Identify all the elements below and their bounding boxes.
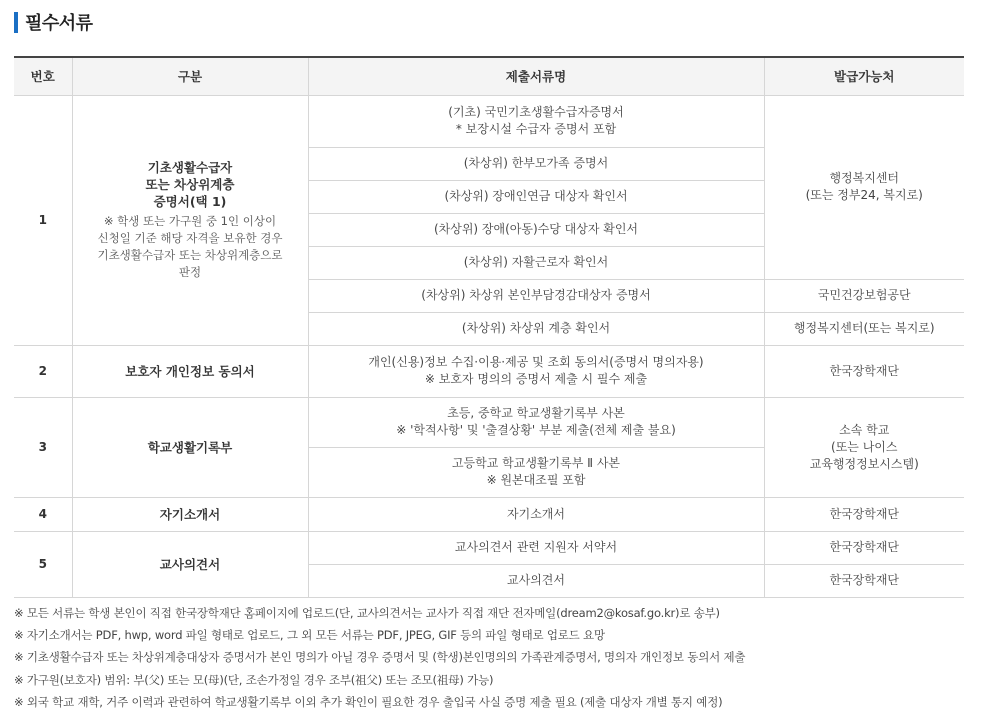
note-item: ※ 외국 학교 재학, 거주 이력과 관련하여 학교생활기록부 이외 추가 확인이 필요한 경우 출입국 사실 증명 제출 필요 (제출 대상자 개별 통지 예정) <box>14 694 723 709</box>
row-number-5: 5 <box>14 531 72 597</box>
category-self-introduction: 자기소개서 <box>72 497 308 531</box>
table-row <box>14 497 964 531</box>
table-row <box>14 345 964 397</box>
issuer-cell: 행정복지센터 (또는 정부24, 복지로) <box>764 95 964 279</box>
row-number-1: 1 <box>14 95 72 345</box>
section-heading <box>14 9 93 35</box>
table-header-row <box>14 57 964 95</box>
issuer-cell: 한국장학재단 <box>764 531 964 564</box>
category-line: 증명서(택 1) <box>153 194 227 209</box>
document-cell: 초등, 중학교 학교생활기록부 사본 ※ '학적사항' 및 '출결상황' 부분 제출(전체 제출 불요) <box>308 397 764 447</box>
category-basic-livelihood <box>72 95 308 345</box>
heading-accent-bar <box>14 12 18 33</box>
table-row <box>14 95 964 147</box>
issuer-cell: 한국장학재단 <box>764 564 964 597</box>
header-document-name: 제출서류명 <box>308 57 764 95</box>
document-cell: (차상위) 한부모가족 증명서 <box>308 147 764 180</box>
row-number-3: 3 <box>14 397 72 497</box>
note-item: ※ 가구원(보호자) 범위: 부(父) 또는 모(母)(단, 조손가정일 경우 조부(祖父) 또는 조모(祖母) 가능) <box>14 672 494 687</box>
document-cell: (차상위) 차상위 본인부담경감대상자 증명서 <box>308 279 764 312</box>
category-line: 또는 차상위계층 <box>145 177 235 192</box>
document-cell: 자기소개서 <box>308 497 764 531</box>
row-number-2: 2 <box>14 345 72 397</box>
header-issuer: 발급가능처 <box>764 57 964 95</box>
table-row <box>14 531 964 564</box>
issuer-cell: 소속 학교 (또는 나이스 교육행정정보시스템) <box>764 397 964 497</box>
issuer-cell: 국민건강보험공단 <box>764 279 964 312</box>
issuer-cell: 행정복지센터(또는 복지로) <box>764 312 964 345</box>
row-number-4: 4 <box>14 497 72 531</box>
document-cell: 고등학교 학교생활기록부 Ⅱ 사본 ※ 원본대조필 포함 <box>308 447 764 497</box>
document-cell: 개인(신용)정보 수집·이용·제공 및 조회 동의서(증명서 명의자용) ※ 보호자 명의의 증명서 제출 시 필수 제출 <box>308 345 764 397</box>
required-documents-table <box>14 56 964 598</box>
category-school-record: 학교생활기록부 <box>72 397 308 497</box>
header-category: 구분 <box>72 57 308 95</box>
document-cell: 교사의견서 관련 지원자 서약서 <box>308 531 764 564</box>
category-line: 기초생활수급자 <box>147 160 233 175</box>
note-item: ※ 모든 서류는 학생 본인이 직접 한국장학재단 홈페이지에 업로드(단, 교사의견서는 교사가 직접 재단 전자메일(dream2@kosaf.go.kr)로 송부) <box>14 606 720 620</box>
document-cell: (차상위) 자활근로자 확인서 <box>308 246 764 279</box>
document-cell: (기초) 국민기초생활수급자증명서 * 보장시설 수급자 증명서 포함 <box>308 95 764 147</box>
notes-list <box>14 602 974 713</box>
table-row <box>14 397 964 447</box>
section-title: 필수서류 <box>25 13 93 34</box>
category-note: ※ 학생 또는 가구원 중 1인 이상이 신청일 기준 해당 자격을 보유한 경우 기초생활수급자 또는 차상위계층으로 판정 <box>97 214 283 279</box>
category-guardian-consent: 보호자 개인정보 동의서 <box>72 345 308 397</box>
document-cell: (차상위) 차상위 계층 확인서 <box>308 312 764 345</box>
issuer-cell: 한국장학재단 <box>764 497 964 531</box>
header-number: 번호 <box>14 57 72 95</box>
note-item: ※ 자기소개서는 PDF, hwp, word 파일 형태로 업로드, 그 외 모든 서류는 PDF, JPEG, GIF 등의 파일 형태로 업로드 요망 <box>14 628 605 643</box>
document-cell: 교사의견서 <box>308 564 764 597</box>
document-cell: (차상위) 장애인연금 대상자 확인서 <box>308 180 764 213</box>
document-cell: (차상위) 장애(아동)수당 대상자 확인서 <box>308 213 764 246</box>
category-teacher-opinion: 교사의견서 <box>72 531 308 597</box>
issuer-cell: 한국장학재단 <box>764 345 964 397</box>
note-item: ※ 기초생활수급자 또는 차상위계층대상자 증명서가 본인 명의가 아닐 경우 증명서 및 (학생)본인명의의 가족관계증명서, 명의자 개인정보 동의서 제출 <box>14 650 746 665</box>
